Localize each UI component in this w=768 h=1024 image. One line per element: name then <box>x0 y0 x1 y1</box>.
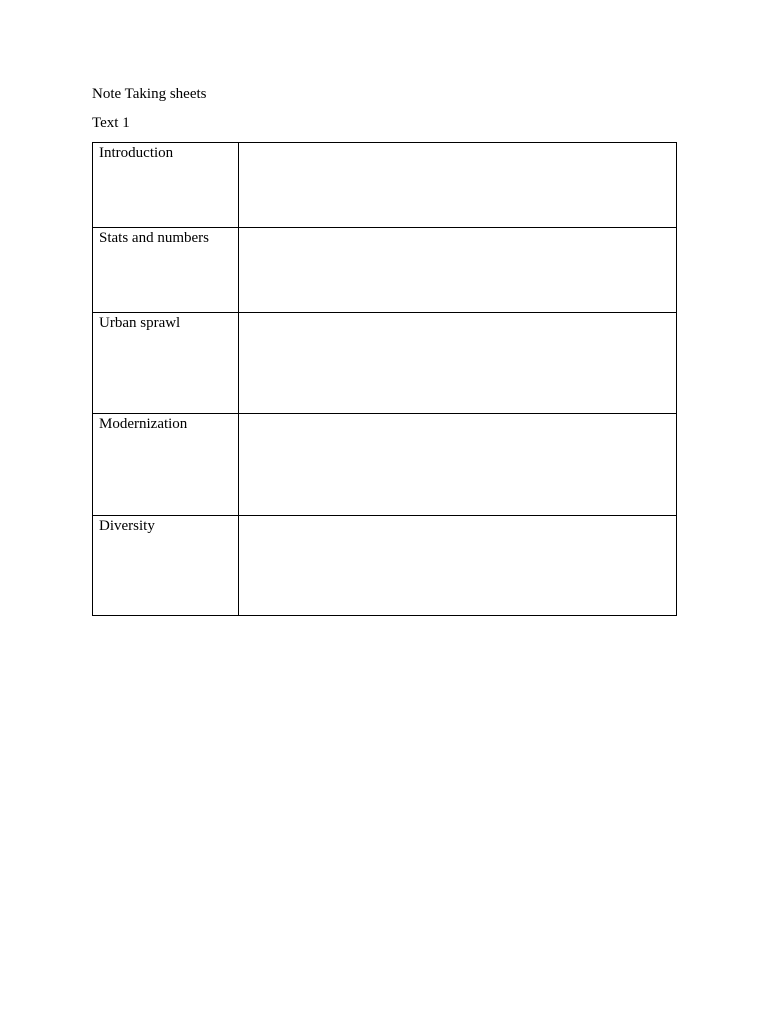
text-heading: Text 1 <box>92 115 130 131</box>
row-label-cell <box>93 313 239 414</box>
notes-cell[interactable] <box>239 143 677 228</box>
row-label: Urban sprawl <box>99 315 181 331</box>
table-row <box>93 313 677 414</box>
row-label-cell <box>93 516 239 616</box>
notes-cell[interactable] <box>239 313 677 414</box>
row-label-cell <box>93 228 239 313</box>
row-label: Introduction <box>99 145 174 161</box>
notes-cell[interactable] <box>239 228 677 313</box>
table-row <box>93 516 677 616</box>
row-label-cell <box>93 414 239 516</box>
notes-table <box>92 142 677 616</box>
table-row <box>93 414 677 516</box>
row-label: Diversity <box>99 518 155 534</box>
table-row <box>93 143 677 228</box>
row-label: Stats and numbers <box>99 230 209 246</box>
row-label-cell <box>93 143 239 228</box>
notes-cell[interactable] <box>239 414 677 516</box>
notes-cell[interactable] <box>239 516 677 616</box>
row-label: Modernization <box>99 416 188 432</box>
page-title: Note Taking sheets <box>92 86 207 102</box>
table-row <box>93 228 677 313</box>
